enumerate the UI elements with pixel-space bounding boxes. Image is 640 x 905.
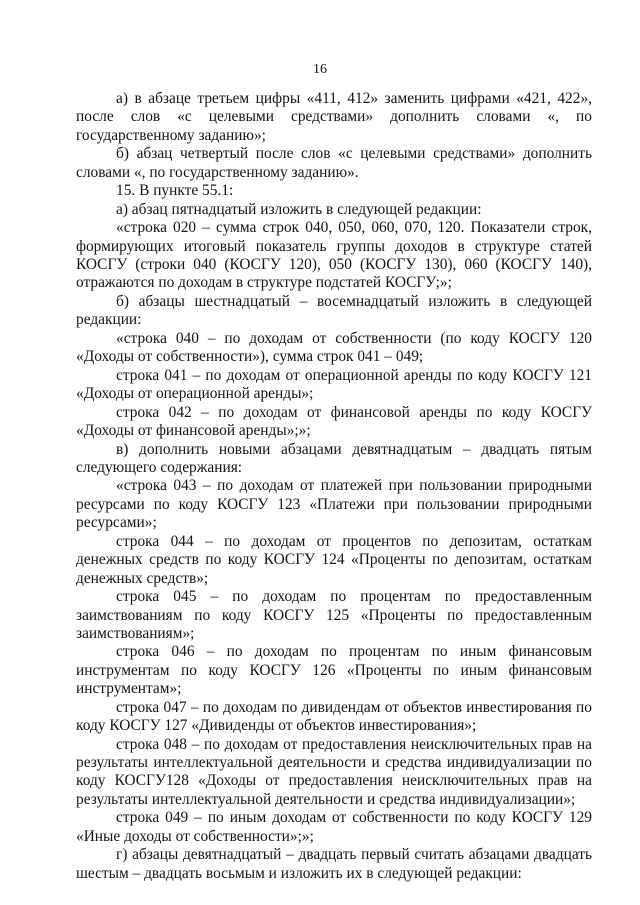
paragraph: строка 045 – по доходам по процентам по предоставленным заимствованиям по коду КОСГУ 125 «Проценты по предоставленным заимствованиям»;	[76, 588, 592, 642]
paragraph: строка 044 – по доходам от процентов по депозитам, остаткам денежных средств по коду КОСГУ 124 «Проценты по депозитам, остаткам денежных средств»;	[76, 532, 592, 587]
paragraph: б) абзац четвертый после слов «с целевыми средствами» дополнить словами «, по государственному заданию».	[76, 145, 592, 181]
paragraph: строка 041 – по доходам от операционной аренды по коду КОСГУ 121 «Доходы от операционной аренды»;	[76, 366, 592, 403]
paragraph: строка 042 – по доходам от финансовой аренды по коду КОСГУ «Доходы от финансовой аренды»;»;	[76, 403, 592, 440]
paragraph: а) абзац пятнадцатый изложить в следующей редакции:	[116, 200, 482, 218]
paragraph: а) в абзаце третьем цифры «411, 412» заменить цифрами «421, 422», после слов «с целевыми средствами» дополнить словами «, по государственному заданию»;	[76, 90, 592, 144]
paragraph: строка 048 – по доходам от предоставления неисключительных прав на результаты интеллектуальной деятельности и средства индивидуализации по коду КОСГУ128 «Доходы от предоставления неисключительных прав на результаты интеллектуальной деятельности и средства индивидуализации»;	[76, 735, 592, 808]
paragraph: б) абзацы шестнадцатый – восемнадцатый изложить в следующей редакции:	[76, 292, 592, 329]
paragraph: г) абзацы девятнадцатый – двадцать первый считать абзацами двадцать шестым – двадцать восьмым и изложить их в следующей редакции:	[76, 846, 592, 882]
page-number: 16	[313, 62, 327, 77]
paragraph: 15. В пункте 55.1:	[116, 182, 234, 200]
paragraph: строка 049 – по иным доходам от собственности по коду КОСГУ 129 «Иные доходы от собственности»;»;	[76, 809, 592, 845]
paragraph: строка 047 – по доходам по дивидендам от объектов инвестирования по коду КОСГУ 127 «Дивиденды от объектов инвестирования»;	[76, 698, 592, 735]
paragraph: «строка 043 – по доходам от платежей при пользовании природными ресурсами по коду КОСГУ 123 «Платежи при пользовании природными ресурсами»;	[76, 477, 592, 532]
paragraph: в) дополнить новыми абзацами девятнадцатым – двадцать пятым следующего содержания:	[76, 440, 592, 476]
paragraph: «строка 020 – сумма строк 040, 050, 060, 070, 120. Показатели строк, формирующих итоговый показатель группы доходов в структуре статей КОСГУ (строки 040 (КОСГУ 120), 050 (КОСГУ 130), 060 (КОСГУ 140), отражаются по доходам в структуре подстатей КОСГУ;»;	[76, 219, 592, 292]
document-body	[76, 90, 592, 883]
paragraph: строка 046 – по доходам по процентам по иным финансовым инструментам по коду КОСГУ 126 «Проценты по иным финансовым инструментам»;	[76, 643, 592, 698]
paragraph: «строка 040 – по доходам от собственности (по коду КОСГУ 120 «Доходы от собственности»), сумма строк 041 – 049;	[76, 329, 592, 366]
